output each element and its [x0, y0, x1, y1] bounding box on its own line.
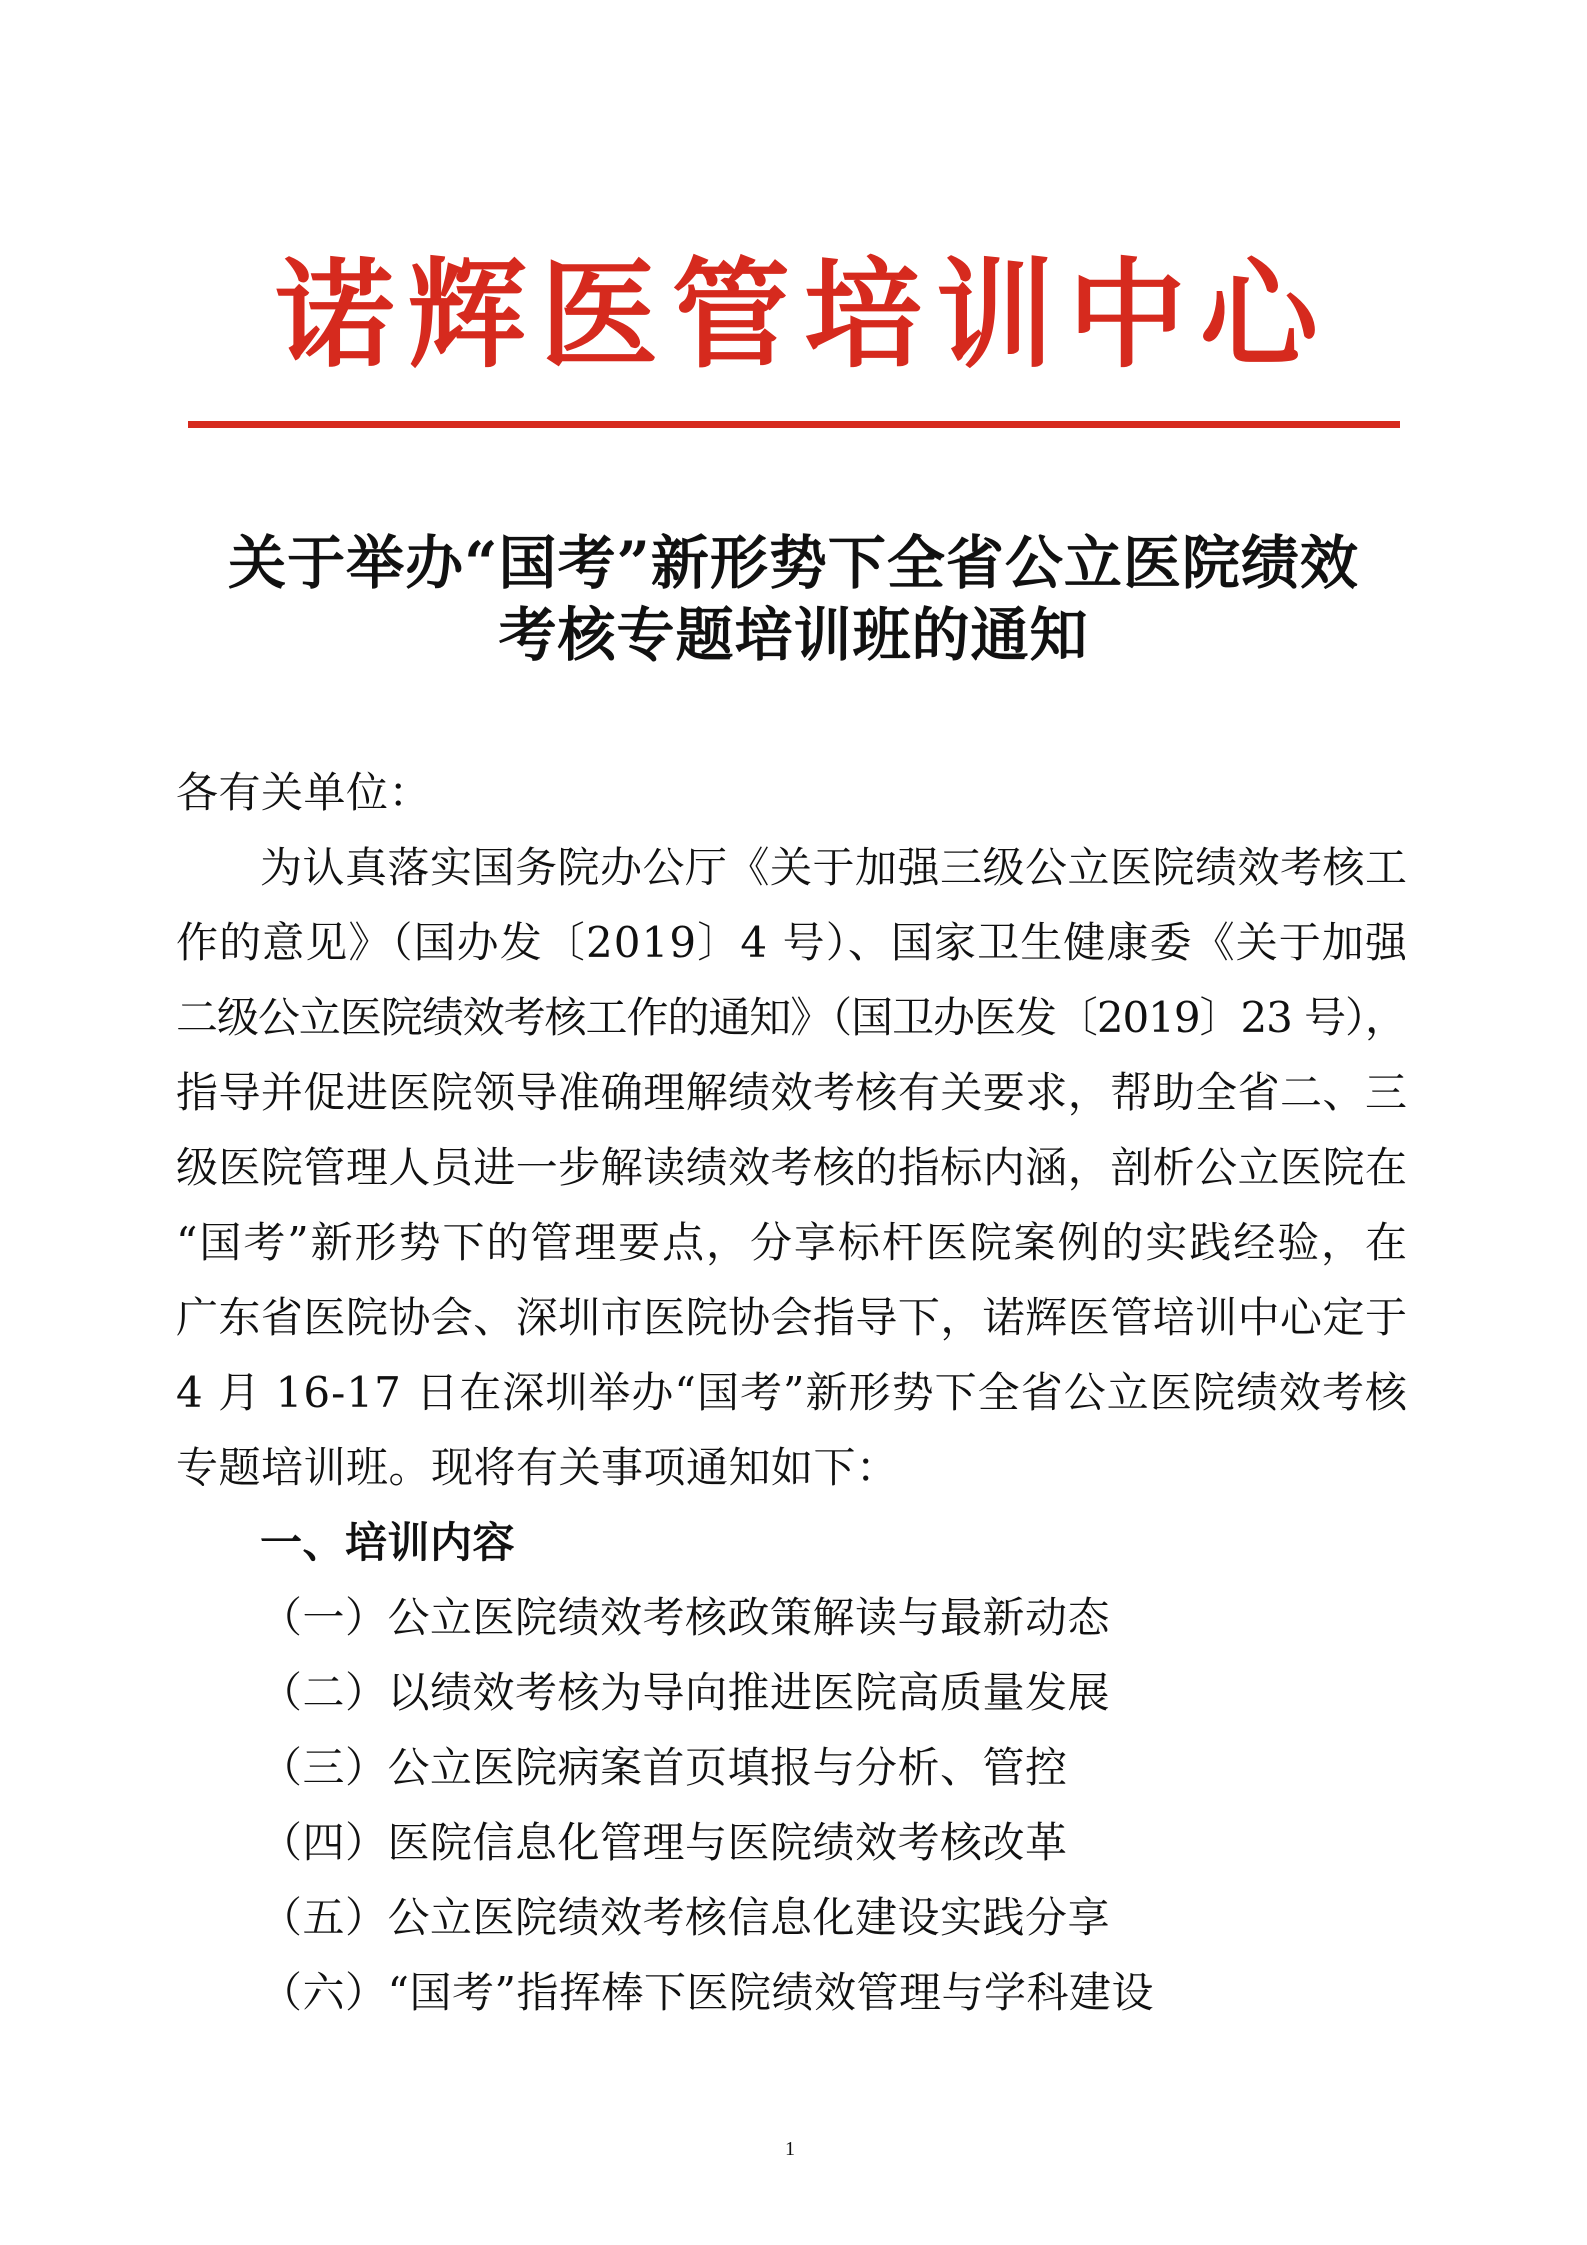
intro-line-text: 级医院管理人员进一步解读绩效考核的指标内涵，剖析公立医院在 — [176, 1143, 1408, 1192]
list-item-text: （二）以绩效考核为导向推进医院高质量发展 — [260, 1668, 1111, 1717]
list-item — [176, 1955, 1407, 2030]
intro-line — [176, 1205, 1407, 1280]
intro-line-last — [176, 1430, 1407, 1505]
intro-line — [176, 1355, 1407, 1430]
list-item-text: （六）“国考”指挥棒下医院绩效管理与学科建设 — [260, 1968, 1154, 2017]
letterhead-org-name — [276, 245, 1332, 384]
intro-line — [176, 1130, 1407, 1205]
salutation — [176, 755, 1407, 830]
section-heading — [176, 1505, 1407, 1580]
section-heading-text: 一、培训内容 — [260, 1518, 516, 1567]
intro-line-text: 专题培训班。现将有关事项通知如下： — [176, 1443, 899, 1492]
intro-line-text: “国考”新形势下的管理要点，分享标杆医院案例的实践经验，在 — [176, 1218, 1409, 1267]
list-item-text: （三）公立医院病案首页填报与分析、管控 — [260, 1743, 1068, 1792]
list-item — [176, 1655, 1407, 1730]
list-item — [176, 1805, 1407, 1880]
intro-line-text: 为认真落实国务院办公厅《关于加强三级公立医院绩效考核工 — [260, 843, 1408, 892]
list-item — [176, 1580, 1407, 1655]
intro-line-text: 指导并促进医院领导准确理解绩效考核有关要求，帮助全省二、三 — [176, 1068, 1408, 1117]
intro-line-text: 广东省医院协会、深圳市医院协会指导下，诺辉医管培训中心定于 — [176, 1293, 1408, 1342]
notice-body — [176, 755, 1407, 2030]
salutation-text: 各有关单位： — [176, 768, 432, 817]
letterhead-text: 诺辉医管培训中心 — [276, 245, 1332, 384]
title-line-1: 关于举办“国考”新形势下全省公立医院绩效 — [228, 529, 1359, 597]
list-item-text: （四）医院信息化管理与医院绩效考核改革 — [260, 1818, 1068, 1867]
intro-line — [176, 905, 1407, 980]
notice-title — [0, 527, 1587, 671]
intro-line-text: 作的意见》（国办发〔2019〕4 号）、国家卫生健康委《关于加强 — [176, 918, 1409, 967]
intro-line — [176, 830, 1407, 905]
intro-line — [176, 1055, 1407, 1130]
letterhead-red-rule — [188, 421, 1400, 428]
intro-line — [176, 980, 1407, 1055]
page-number: 1 — [785, 2138, 795, 2160]
intro-line-text: 二级公立医院绩效考核工作的通知》（国卫办医发〔2019〕23 号）， — [176, 993, 1406, 1042]
list-item — [176, 1730, 1407, 1805]
intro-line-text: 4 月 16-17 日在深圳举办“国考”新形势下全省公立医院绩效考核 — [176, 1368, 1409, 1417]
intro-line — [176, 1280, 1407, 1355]
title-line-2: 考核专题培训班的通知 — [498, 601, 1089, 669]
list-item — [176, 1880, 1407, 1955]
list-item-text: （五）公立医院绩效考核信息化建设实践分享 — [260, 1893, 1111, 1942]
list-item-text: （一）公立医院绩效考核政策解读与最新动态 — [260, 1593, 1111, 1642]
